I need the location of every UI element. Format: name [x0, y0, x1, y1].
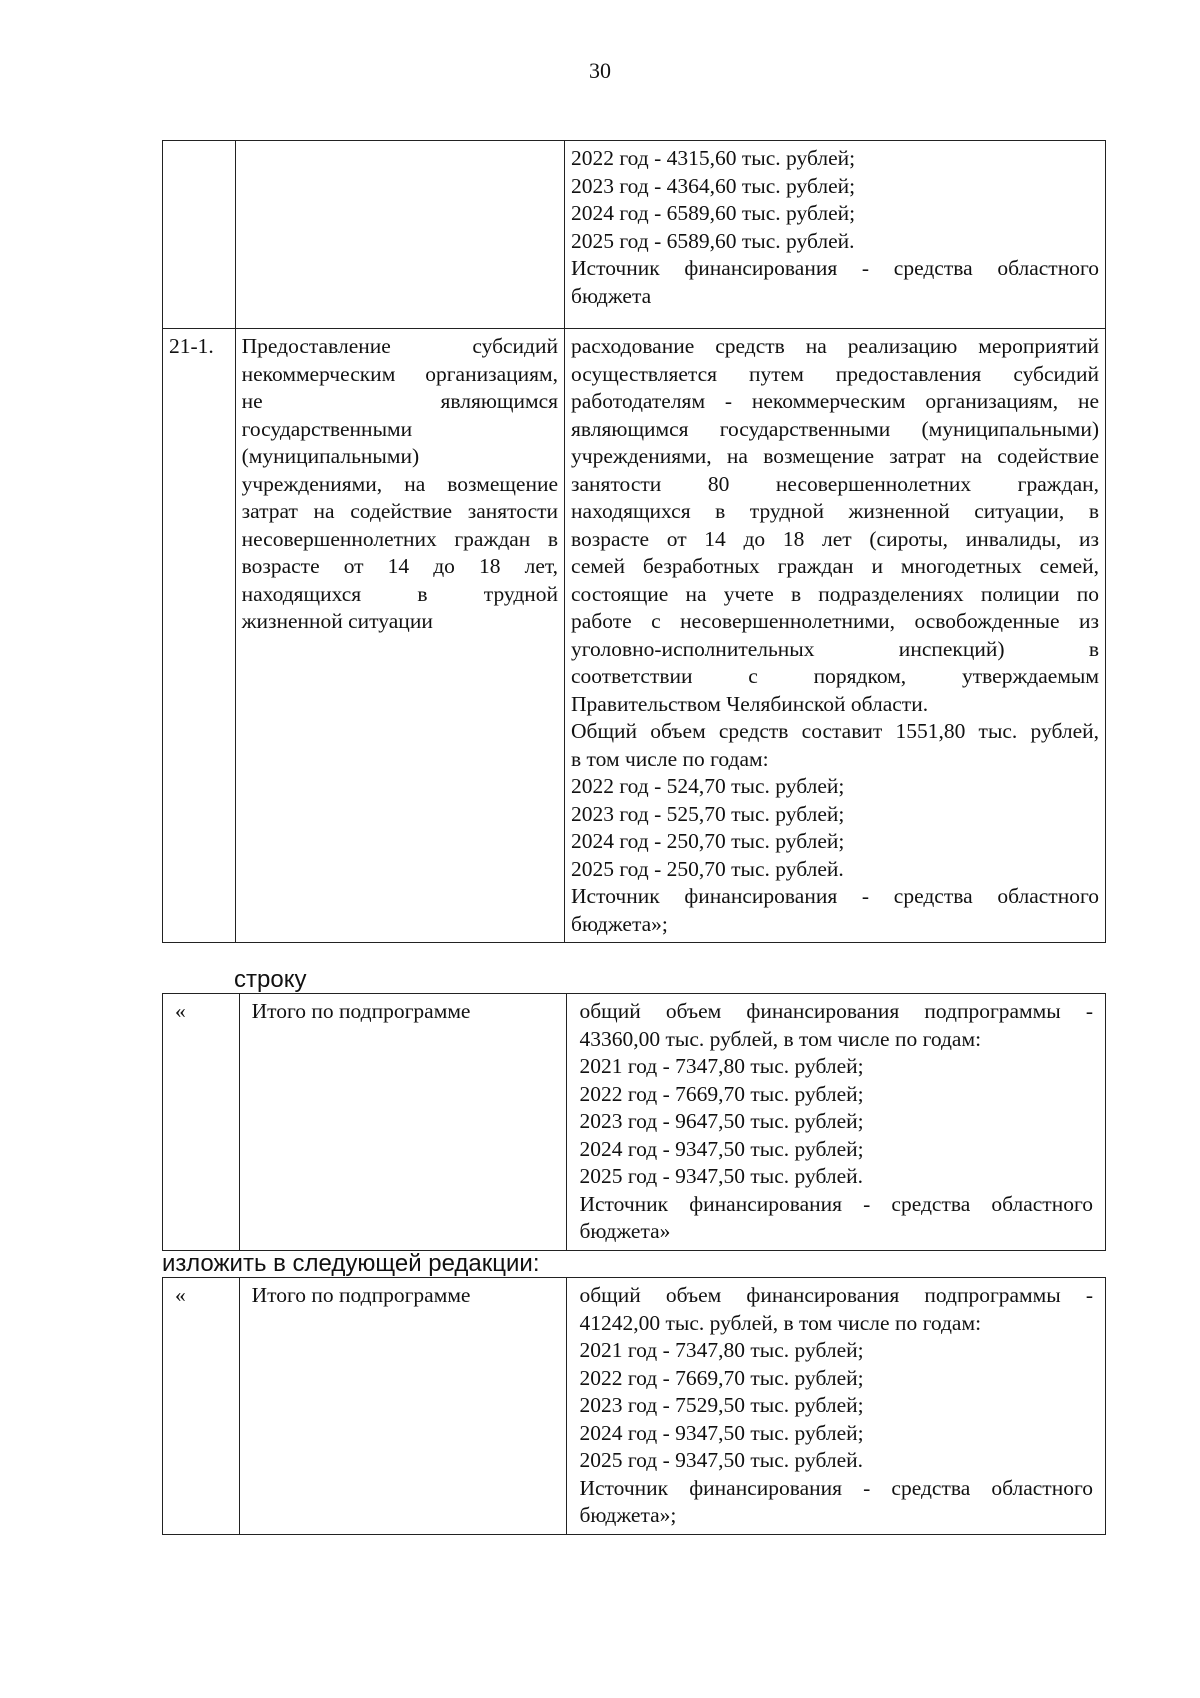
row-name-cell [235, 141, 564, 329]
table-row [163, 141, 1106, 329]
description-line: 2022 год - 7669,70 тыс. рублей; [579, 1081, 864, 1106]
description-line: 2023 год - 7529,50 тыс. рублей; [579, 1393, 864, 1417]
description-line: 2023 год - 4364,60 тыс. рублей; [571, 173, 856, 198]
description-line: возрасте от 14 до 18 лет (сироты, инвалиды, из [571, 526, 1099, 551]
description-line: соответствии с порядком, утверждаемым [571, 664, 1099, 688]
description-line: расходование средств на реализацию мероприятий [571, 334, 1099, 358]
description-line: работе с несовершеннолетними, освобожденные из [571, 609, 1099, 633]
description-line: 2024 год - 9347,50 тыс. рублей; [579, 1420, 864, 1445]
description-line: 2025 год - 250,70 тыс. рублей. [571, 856, 844, 881]
name-line: несовершеннолетних граждан в [241, 526, 559, 551]
caption-new-edition: изложить в следующей редакции: [162, 1250, 540, 1277]
name-line: некоммерческим организациям, [241, 361, 559, 386]
row-number-cell [163, 141, 236, 329]
description-line: 2025 год - 9347,50 тыс. рублей. [579, 1448, 863, 1472]
description-line: 2022 год - 7669,70 тыс. рублей; [579, 1365, 864, 1390]
page-number: 30 [589, 58, 611, 83]
description-line: 2023 год - 9647,50 тыс. рублей; [579, 1109, 864, 1133]
description-line: в том числе по годам: [571, 746, 769, 771]
description-line: семей безработных граждан и многодетных семей, [571, 554, 1099, 578]
description-line: бюджета»; [571, 911, 668, 936]
row-description-cell [565, 141, 1106, 329]
row-number-cell: « [163, 1278, 240, 1535]
caption-row-label: строку [234, 966, 307, 993]
row-name-cell: Итого по подпрограмме [239, 1278, 567, 1535]
description-line: Общий объем средств составит 1551,80 тыс. рублей, [571, 719, 1099, 743]
new-total-table [162, 1277, 1106, 1535]
row-description-cell [567, 994, 1106, 1251]
table-row [163, 329, 1106, 943]
description-line: 2023 год - 525,70 тыс. рублей; [571, 801, 845, 826]
name-line: затрат на содействие занятости [241, 499, 559, 523]
description-line: состоящие на учете в подразделениях полиции по [571, 581, 1099, 606]
name-line: учреждениями, на возмещение [241, 471, 559, 496]
description-line: Правительством Челябинской области. [571, 691, 929, 716]
description-line: занятости 80 несовершеннолетних граждан, [571, 471, 1099, 496]
table-row [163, 1278, 1106, 1535]
table-row [163, 994, 1106, 1251]
name-line: возрасте от 14 до 18 лет, [241, 554, 559, 578]
row-name-cell: Итого по подпрограмме [239, 994, 567, 1251]
row-name-cell [235, 329, 564, 943]
description-line: являющимся государственными (муниципальными) [571, 416, 1099, 441]
name-line: не являющимся [241, 389, 559, 413]
description-line: Источник финансирования - средства областного [579, 1191, 1093, 1216]
name-line: (муниципальными) [241, 444, 420, 468]
description-line: 2024 год - 6589,60 тыс. рублей; [571, 201, 856, 225]
description-line: Источник финансирования - средства областного [571, 884, 1099, 908]
description-line: Источник финансирования - средства областного [571, 256, 1099, 280]
description-line: 2025 год - 9347,50 тыс. рублей. [579, 1164, 863, 1188]
description-line: учреждениями, на возмещение затрат на содействие [571, 444, 1099, 468]
description-line: 41242,00 тыс. рублей, в том числе по годам: [579, 1310, 982, 1335]
program-table [162, 140, 1106, 943]
description-line: бюджета [571, 283, 652, 308]
description-line: уголовно-исполнительных инспекций) в [571, 636, 1099, 661]
description-line: Источник финансирования - средства областного [579, 1475, 1093, 1500]
description-line: находящихся в трудной жизненной ситуации, в [571, 499, 1099, 523]
row-description-cell [565, 329, 1106, 943]
description-line: 2021 год - 7347,80 тыс. рублей; [579, 1338, 864, 1362]
description-line: 2022 год - 4315,60 тыс. рублей; [571, 146, 856, 170]
description-line: 2022 год - 524,70 тыс. рублей; [571, 774, 845, 798]
description-line: 2021 год - 7347,80 тыс. рублей; [579, 1054, 864, 1078]
row-description-cell [567, 1278, 1106, 1535]
name-line: государственными [241, 416, 413, 441]
old-total-table [162, 993, 1106, 1251]
description-line: 2024 год - 250,70 тыс. рублей; [571, 829, 845, 853]
description-line: 43360,00 тыс. рублей, в том числе по годам: [579, 1026, 982, 1051]
row-number-cell: « [163, 994, 240, 1251]
description-line: бюджета»; [579, 1503, 677, 1527]
description-line: работодателям - некоммерческим организациям, не [571, 389, 1099, 413]
description-line: бюджета» [579, 1219, 671, 1243]
description-line: осуществляется путем предоставления субсидий [571, 361, 1099, 386]
name-line: жизненной ситуации [241, 609, 433, 633]
row-number-cell: 21-1. [163, 329, 236, 943]
description-line: 2024 год - 9347,50 тыс. рублей; [579, 1136, 864, 1161]
name-line: находящихся в трудной [241, 581, 559, 606]
name-line: Предоставление субсидий [241, 334, 559, 358]
description-line: общий объем финансирования подпрограммы - [579, 1283, 1093, 1307]
description-line: общий объем финансирования подпрограммы - [579, 999, 1093, 1023]
description-line: 2025 год - 6589,60 тыс. рублей. [571, 228, 855, 253]
